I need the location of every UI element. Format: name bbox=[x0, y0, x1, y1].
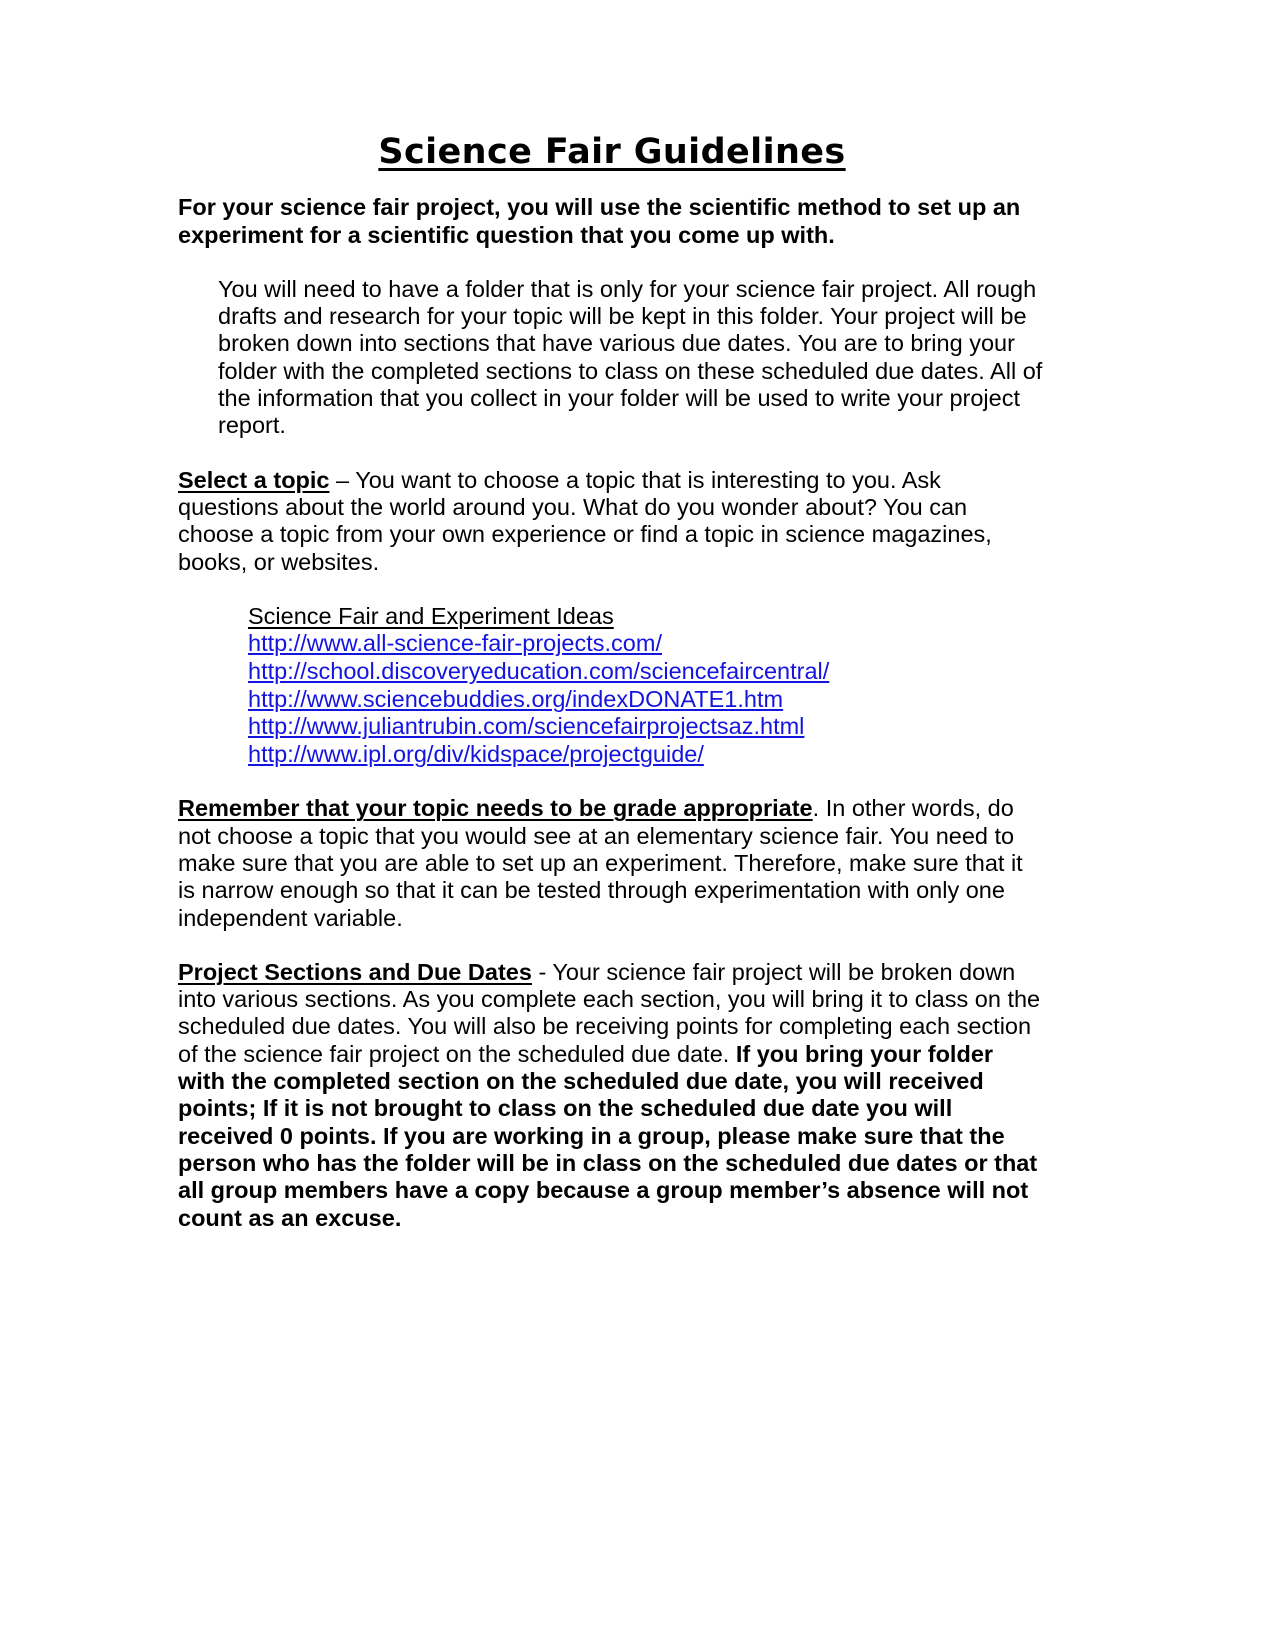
select-topic-paragraph bbox=[178, 467, 1046, 576]
project-sections-body-regular: - Your science fair project will be broken down into various sections. As you complete each section, you will bring it to class on the scheduled due dates. You will also be receiving points for completing each section of the science fair project on the scheduled due date. bbox=[178, 958, 1041, 1067]
resource-link-line bbox=[248, 713, 1048, 741]
spacer bbox=[178, 576, 1046, 603]
link-ipl-projectguide[interactable]: http://www.ipl.org/div/kidspace/projectguide/ bbox=[248, 740, 704, 767]
resource-link-line bbox=[248, 658, 1048, 686]
resource-links-heading: Science Fair and Experiment Ideas bbox=[248, 602, 614, 629]
project-sections-paragraph bbox=[178, 959, 1046, 1232]
folder-paragraph: You will need to have a folder that is only for your science fair project. All rough drafts and research for your topic will be kept in this folder. Your project will be broken down into sections that have various due dates. You are to bring your folder with the completed sections to class on these scheduled due dates. All of the information that you collect in your folder will be used to write your project report. bbox=[218, 275, 1043, 439]
grade-appropriate-heading: Remember that your topic needs to be grade appropriate bbox=[178, 795, 813, 822]
spacer bbox=[178, 932, 1046, 959]
page-title bbox=[178, 132, 1046, 172]
link-all-science-fair-projects[interactable]: http://www.all-science-fair-projects.com/ bbox=[248, 630, 662, 657]
page-title-text: Science Fair Guidelines bbox=[378, 132, 846, 172]
folder-paragraph-block bbox=[218, 276, 1046, 440]
link-sciencebuddies[interactable]: http://www.sciencebuddies.org/indexDONATE1.htm bbox=[248, 685, 784, 712]
resource-link-line bbox=[248, 686, 1048, 714]
select-topic-body: – You want to choose a topic that is interesting to you. Ask questions about the world around you. What do you wonder about? You can choose a topic from your own experience or find a topic in science magazines, books, or websites. bbox=[178, 466, 992, 575]
grade-appropriate-paragraph bbox=[178, 795, 1046, 931]
spacer bbox=[178, 249, 1046, 276]
resource-links-heading-line bbox=[248, 603, 1048, 631]
intro-paragraph bbox=[178, 194, 1046, 249]
intro-paragraph-text: For your science fair project, you will use the scientific method to set up an experiment for a scientific question that you come up with. bbox=[178, 194, 1021, 248]
link-juliantrubin[interactable]: http://www.juliantrubin.com/sciencefairprojectsaz.html bbox=[248, 713, 805, 740]
project-sections-heading: Project Sections and Due Dates bbox=[178, 958, 532, 985]
spacer bbox=[178, 440, 1046, 467]
project-sections-body-bold: If you bring your folder with the completed section on the scheduled due date, you will received points; If it is not brought to class on the scheduled due date you will received 0 points. If you are working in a group, please make sure that the person who has the folder will be in class on the scheduled due dates or that all group members have a copy because a group member’s absence will not count as an excuse. bbox=[178, 1040, 1038, 1231]
resource-link-line bbox=[248, 630, 1048, 658]
grade-appropriate-body: . In other words, do not choose a topic that you would see at an elementary science fair. You need to make sure that you are able to set up an experiment. Therefore, make sure that it is narrow enough so that it can be tested through experimentation with only one independent variable. bbox=[178, 795, 1023, 931]
resource-link-line bbox=[248, 741, 1048, 769]
select-topic-heading: Select a topic bbox=[178, 466, 330, 493]
document-body bbox=[178, 132, 1046, 1232]
link-discoveryeducation[interactable]: http://school.discoveryeducation.com/sciencefaircentral/ bbox=[248, 658, 830, 684]
resource-links-block bbox=[248, 603, 1048, 769]
spacer bbox=[178, 768, 1046, 795]
